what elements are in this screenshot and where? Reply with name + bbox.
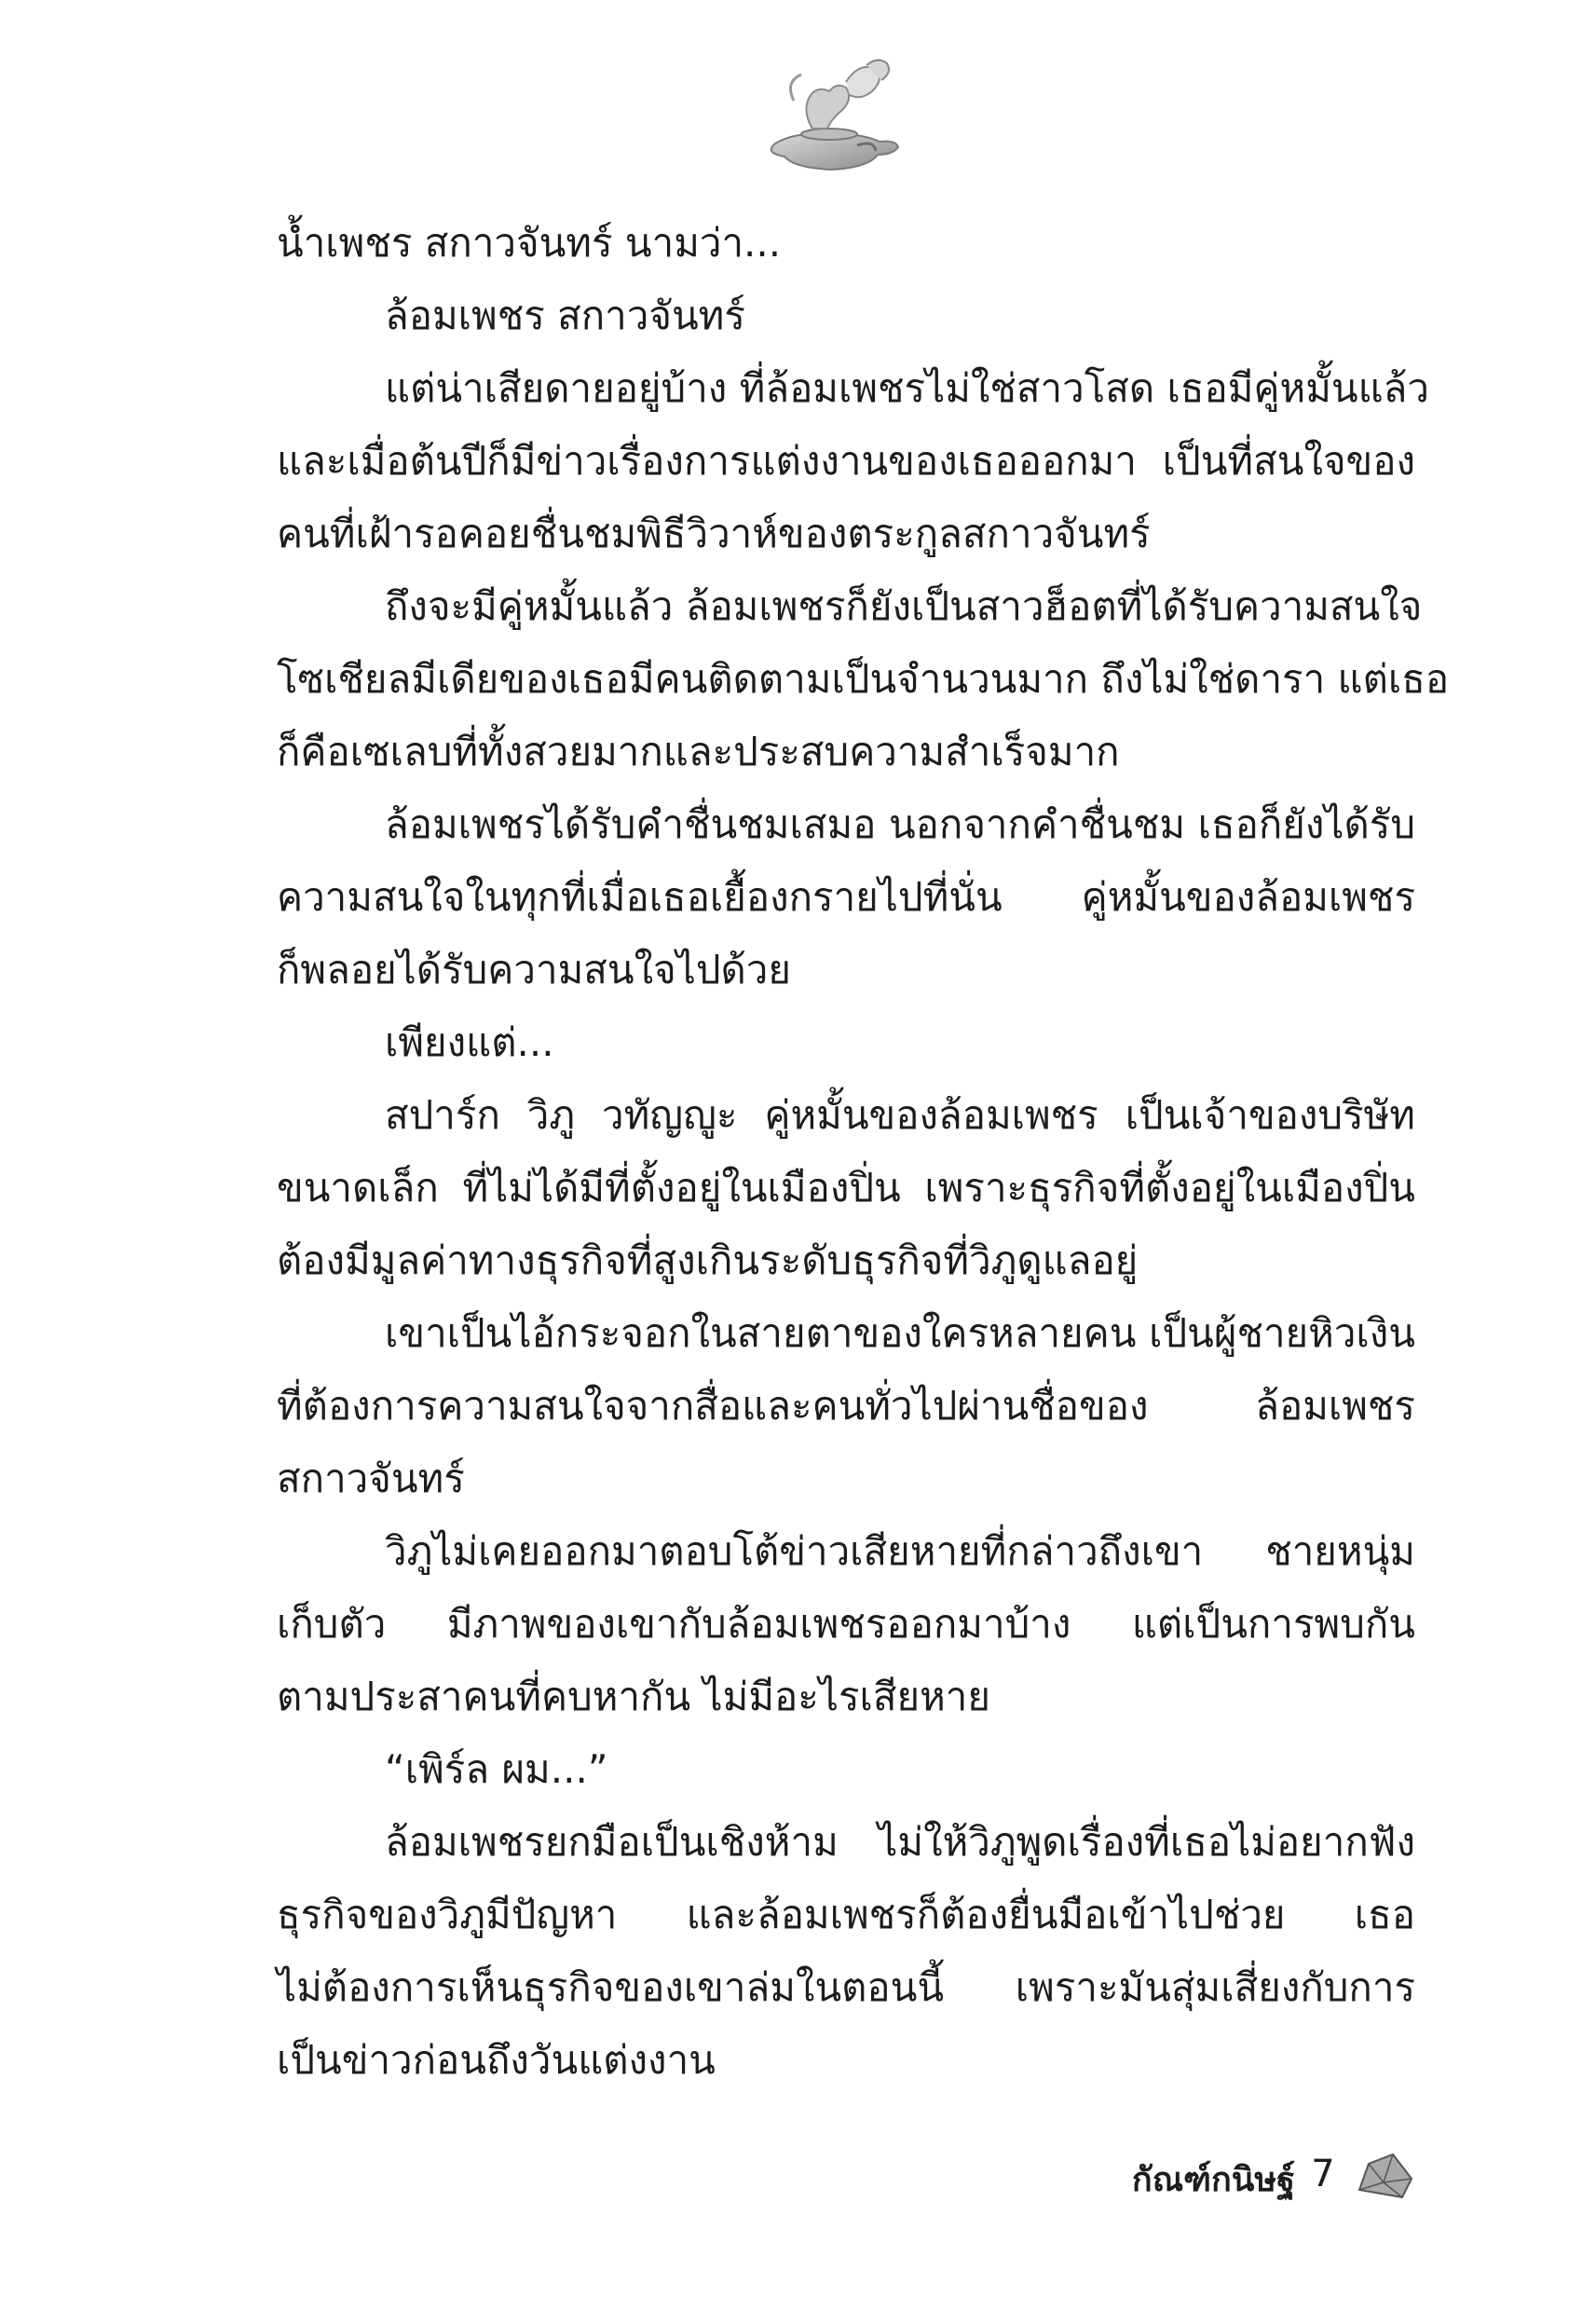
text-line: ความสนใจในทุกที่เมื่อเธอเยื้องกรายไปที่นั่น คู่หมั้นของล้อมเพชร	[277, 874, 1415, 920]
paragraph	[277, 1079, 1415, 1297]
text-line: ล้อมเพชรได้รับคำชื่นชมเสมอ นอกจากคำชื่นชม เธอก็ยังได้รับ	[385, 801, 1415, 847]
text-line: คนที่เฝ้ารอคอยชื่นชมพิธีวิวาห์ของตระกูลสกาวจันทร์	[277, 511, 1151, 556]
text-line: ธุรกิจของวิภูมีปัญหา และล้อมเพชรก็ต้องยื่นมือเข้าไปช่วย เธอ	[277, 1892, 1415, 1937]
text-line: ที่ต้องการความสนใจจากสื่อและคนทั่วไปผ่านชื่อของ ล้อมเพชร	[277, 1383, 1415, 1429]
paragraph	[277, 1806, 1415, 2097]
text-line: ถึงจะมีคู่หมั้นแล้ว ล้อมเพชรก็ยังเป็นสาวฮ็อตที่ได้รับความสนใจ	[385, 583, 1423, 629]
diamond-icon	[1356, 2151, 1417, 2201]
text-line: เพียงแต่...	[385, 1019, 554, 1065]
paragraph	[277, 1733, 1415, 1806]
paragraph	[277, 1515, 1415, 1733]
text-line: สกาวจันทร์	[277, 1456, 465, 1501]
text-line: “เพิร์ล ผม...”	[385, 1746, 608, 1792]
paragraph	[277, 788, 1415, 1006]
text-line: ล้อมเพชร สกาวจันทร์	[385, 293, 745, 338]
book-title: กัณฑ์กนิษฐ์	[1131, 2161, 1295, 2199]
paragraph	[277, 570, 1450, 788]
text-line: วิภูไม่เคยออกมาตอบโต้ข่าวเสียหายที่กล่าวถึงเขา ชายหนุ่ม	[385, 1528, 1415, 1574]
text-line: น้ำเพชร สกาวจันทร์ นามว่า...	[277, 220, 782, 266]
text-line: ก็พลอยได้รับความสนใจไปด้วย	[277, 947, 791, 992]
paragraph	[277, 352, 1429, 570]
paragraph	[277, 280, 1415, 352]
paragraph	[277, 207, 1415, 280]
text-line: โซเชียลมีเดียของเธอมีคนติดตามเป็นจำนวนมาก ถึงไม่ใช่ดารา แต่เธอ	[277, 656, 1450, 702]
text-line: ล้อมเพชรยกมือเป็นเชิงห้าม ไม่ให้วิภูพูดเรื่องที่เธอไม่อยากฟัง	[385, 1819, 1415, 1865]
text-line: เป็นข่าวก่อนถึงวันแต่งงาน	[277, 2037, 716, 2083]
text-body	[277, 207, 1450, 2097]
text-line: ขนาดเล็ก ที่ไม่ได้มีที่ตั้งอยู่ในเมืองปิ่น เพราะธุรกิจที่ตั้งอยู่ในเมืองปิ่น	[277, 1165, 1415, 1210]
paragraph	[277, 1006, 1415, 1079]
page-footer	[1071, 2151, 1425, 2207]
text-line: และเมื่อต้นปีก็มีข่าวเรื่องการแต่งงานของเธอออกมา เป็นที่สนใจของ	[277, 438, 1415, 484]
text-line: ก็คือเซเลบที่ทั้งสวยมากและประสบความสำเร็จมาก	[277, 729, 1120, 774]
paragraph	[277, 1297, 1415, 1515]
page-number: 7	[1311, 2153, 1335, 2195]
text-line: ตามประสาคนที่คบหากัน ไม่มีอะไรเสียหาย	[277, 1674, 990, 1719]
text-line: ต้องมีมูลค่าทางธุรกิจที่สูงเกินระดับธุรกิจที่วิภูดูแลอยู่	[277, 1238, 1139, 1283]
text-line: ไม่ต้องการเห็นธุรกิจของเขาล่มในตอนนี้ เพราะมันสุ่มเสี่ยงกับการ	[277, 1964, 1415, 2010]
text-line: สปาร์ก วิภู วทัญญูะ คู่หมั้นของล้อมเพชร เป็นเจ้าของบริษัท	[385, 1092, 1415, 1138]
teapot-cupid-ornament-icon	[757, 54, 906, 175]
text-line: เก็บตัว มีภาพของเขากับล้อมเพชรออกมาบ้าง แต่เป็นการพบกัน	[277, 1601, 1415, 1647]
text-line: แต่น่าเสียดายอยู่บ้าง ที่ล้อมเพชรไม่ใช่สาวโสด เธอมีคู่หมั้นแล้ว	[385, 365, 1429, 411]
text-line: เขาเป็นไอ้กระจอกในสายตาของใครหลายคน เป็นผู้ชายหิวเงิน	[385, 1310, 1415, 1356]
